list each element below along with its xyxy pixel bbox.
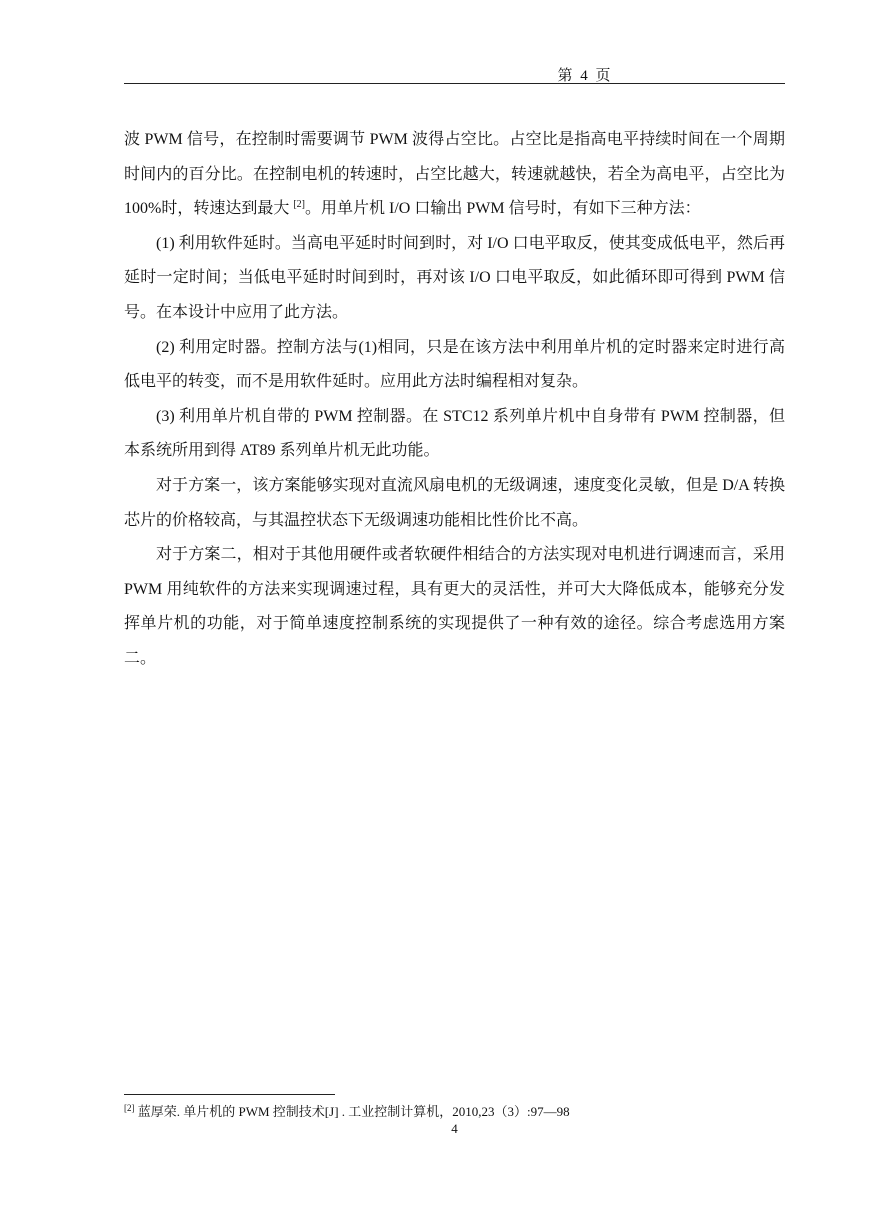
footnote	[124, 1103, 785, 1121]
footnote-text: 蓝厚荣. 单片机的 PWM 控制技术[J] . 工业控制计算机，2010,23（3）:97—98	[134, 1104, 570, 1119]
paragraph-text: 波 PWM 信号，在控制时需要调节 PWM 波得占空比。占空比是指高电平持续时间在一个周期时间内的百分比。在控制电机的转速时，占空比越大，转速就越快，若全为高电平，占空比为 100%时，转速达到最大	[124, 131, 785, 218]
footnote-marker: [2]	[124, 1103, 135, 1113]
page-header-label: 第 4 页	[557, 68, 613, 84]
paragraph-method-1: (1) 利用软件延时。当高电平延时时间到时，对 I/O 口电平取反，使其变成低电平，然后再延时一定时间；当低电平延时时间到时，再对该 I/O 口电平取反，如此循环即可得到 PWM 信号。在本设计中应用了此方法。	[124, 234, 785, 321]
body-text	[124, 123, 785, 677]
paragraph-method-2: (2) 利用定时器。控制方法与(1)相同，只是在该方法中利用单片机的定时器来定时进行高低电平的转变，而不是用软件延时。应用此方法时编程相对复杂。	[124, 338, 785, 391]
paragraph-scheme-2: 对于方案二，相对于其他用硬件或者软硬件相结合的方法实现对电机进行调速而言，采用 PWM 用纯软件的方法来实现调速过程，具有更大的灵活性，并可大大降低成本，能够充分发挥单片机的功能，对于简单速度控制系统的实现提供了一种有效的途径。综合考虑选用方案二。	[124, 546, 785, 667]
page-number: 4	[451, 1121, 458, 1136]
paragraph-method-3: (3) 利用单片机自带的 PWM 控制器。在 STC12 系列单片机中自身带有 PWM 控制器，但本系统所用到得 AT89 系列单片机无此功能。	[124, 407, 785, 460]
paragraph-text: 。用单片机 I/O 口输出 PWM 信号时，有如下三种方法：	[305, 200, 701, 218]
paragraph-scheme-1: 对于方案一，该方案能够实现对直流风扇电机的无级调速，速度变化灵敏，但是 D/A 转换芯片的价格较高，与其温控状态下无级调速功能相比性价比不高。	[124, 476, 785, 529]
citation-marker: [2]	[293, 199, 306, 211]
footnote-rule	[124, 1094, 335, 1095]
header-rule	[124, 83, 785, 84]
paragraph-pwm-intro	[124, 123, 785, 227]
